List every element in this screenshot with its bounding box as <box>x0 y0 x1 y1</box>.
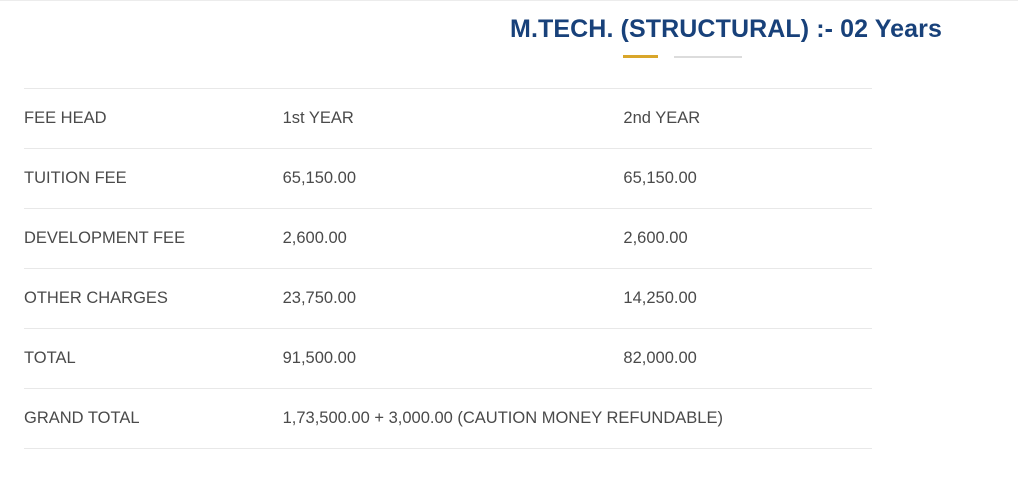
column-header-year2: 2nd YEAR <box>623 109 701 127</box>
row-year2-value: 2,600.00 <box>623 229 688 247</box>
row-year1-value: 65,150.00 <box>282 169 357 187</box>
page-bottom-spacer <box>0 455 1018 481</box>
title-underline-gray <box>674 56 742 58</box>
row-label: TUITION FEE <box>24 169 127 187</box>
row-year1-value: 2,600.00 <box>282 229 347 247</box>
row-year2-value: 65,150.00 <box>623 169 697 187</box>
table-row-total <box>24 329 872 389</box>
title-underline-group <box>0 55 942 58</box>
title-block <box>0 14 942 58</box>
table-row-grand-total <box>24 389 872 449</box>
top-divider <box>0 0 1018 1</box>
table-row <box>24 149 872 209</box>
grand-total-label: GRAND TOTAL <box>24 409 140 427</box>
row-label: OTHER CHARGES <box>24 289 168 307</box>
row-year2-value: 14,250.00 <box>623 289 697 307</box>
column-header-fee-head: FEE HEAD <box>24 109 107 127</box>
column-header-year1: 1st YEAR <box>282 109 354 127</box>
page-title: M.TECH. (STRUCTURAL) :- 02 Years <box>510 15 942 43</box>
fee-table-container <box>24 88 872 449</box>
row-label: TOTAL <box>24 349 76 367</box>
table-row <box>24 269 872 329</box>
fee-table <box>24 88 872 449</box>
grand-total-value: 1,73,500.00 + 3,000.00 (CAUTION MONEY REFUNDABLE) <box>282 409 723 427</box>
title-underline-gold <box>623 55 658 58</box>
row-year1-value: 23,750.00 <box>282 289 357 307</box>
row-label: DEVELOPMENT FEE <box>24 229 186 247</box>
table-row <box>24 209 872 269</box>
row-year2-value: 82,000.00 <box>623 349 697 367</box>
table-header-row <box>24 89 872 149</box>
row-year1-value: 91,500.00 <box>282 349 357 367</box>
